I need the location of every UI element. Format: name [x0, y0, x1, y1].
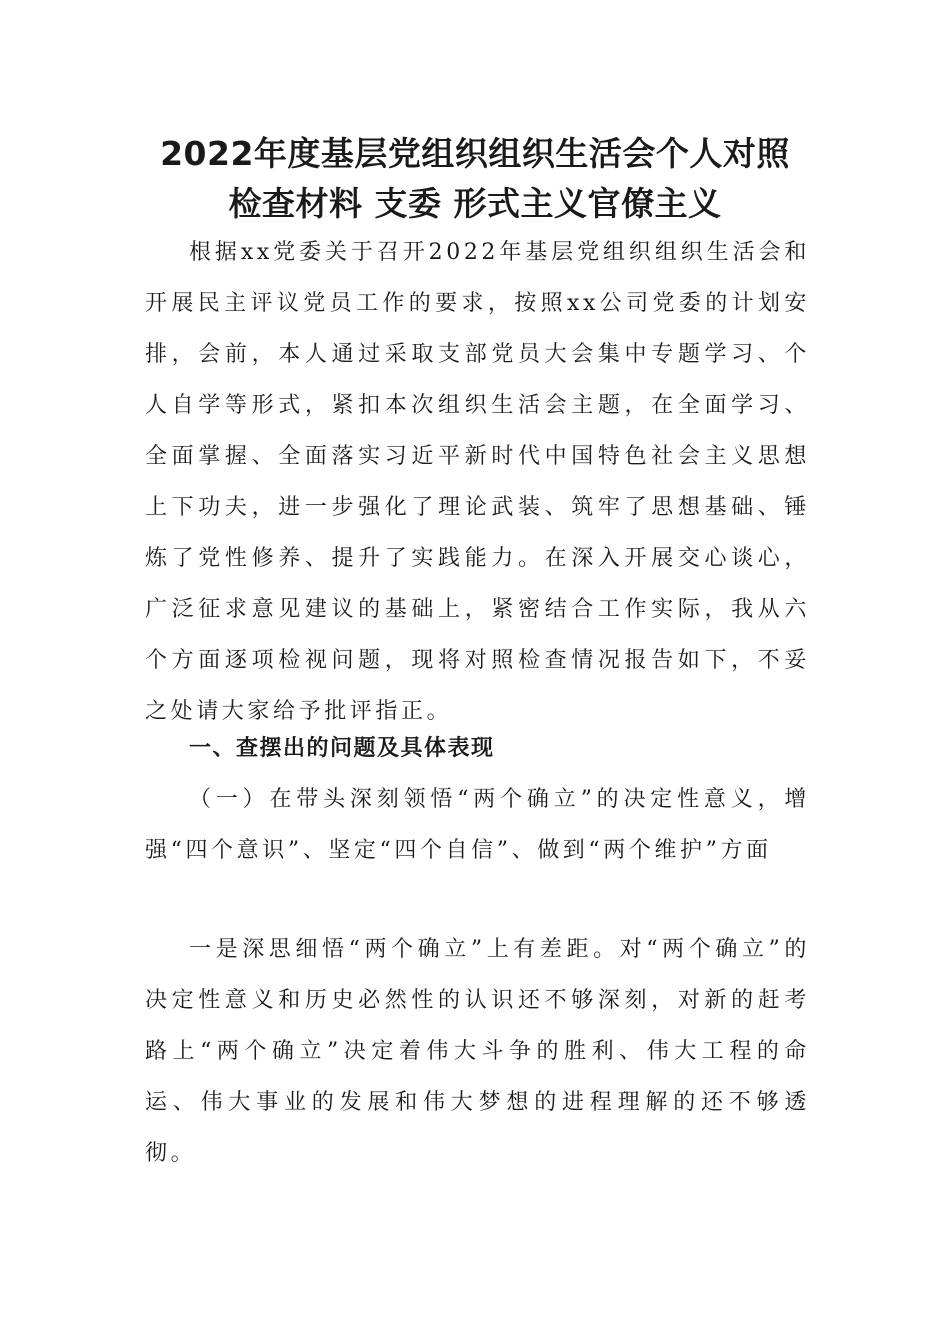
intro-paragraph: 根据xx党委关于召开2022年基层党组织组织生活会和开展民主评议党员工作的要求，按照xx公司党委的计划安排，会前，本人通过采取支部党员大会集中专题学习、个人自学等形式，紧扣本次组织生活会主题，在全面学习、全面掌握、全面落实习近平新时代中国特色社会主义思想上下功夫，进一步强化了理论武装、筑牢了思想基础、锤炼了党性修养、提升了实践能力。在深入开展交心谈心，广泛征求意见建议的基础上，紧密结合工作实际，我从六个方面逐项检视问题，现将对照检查情况报告如下，不妥之处请大家给予批评指正。 [145, 240, 810, 724]
section-heading: 一、查摆出的问题及具体表现 [189, 736, 495, 761]
document-title-line-1: 2022年度基层党组织组织生活会个人对照 [160, 134, 790, 173]
subsection-heading: （一）在带头深刻领悟“两个确立”的决定性意义，增强“四个意识”、坚定“四个自信”、做到“两个维护”方面 [145, 787, 810, 863]
document-title-line-2: 检查材料 支委 形式主义官僚主义 [228, 184, 722, 223]
point-paragraph: 一是深思细悟“两个确立”上有差距。对“两个确立”的决定性意义和历史必然性的认识还不够深刻，对新的赶考路上“两个确立”决定着伟大斗争的胜利、伟大工程的命运、伟大事业的发展和伟大梦想的进程理解的还不够透彻。 [145, 937, 810, 1166]
